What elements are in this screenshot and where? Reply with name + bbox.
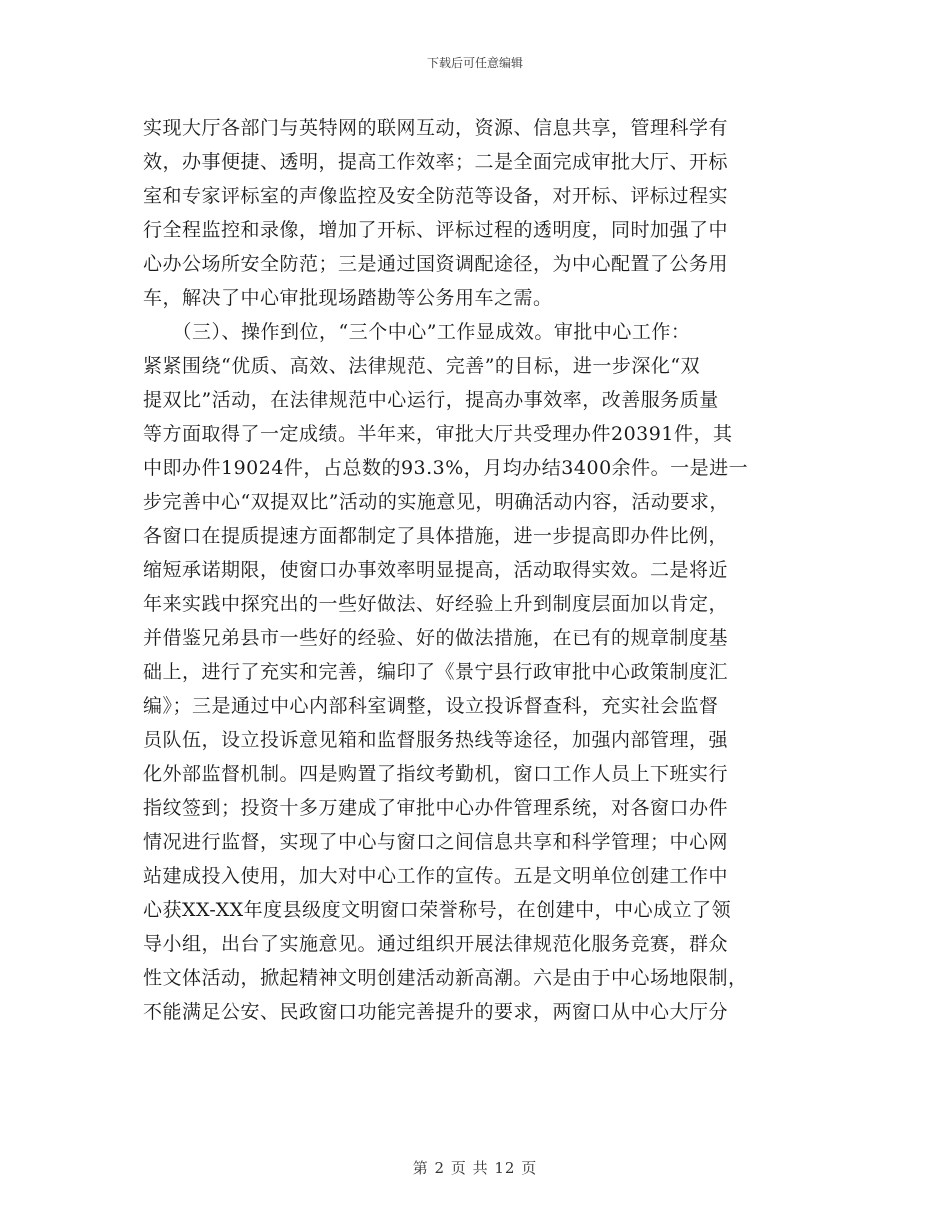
page-footer: 第 2 页 共 12 页 (412, 1159, 538, 1177)
text-line: 车，解决了中心审批现场踏勘等公务用车之需。 (143, 287, 553, 309)
text-line: 心获XX-XX年度县级度文明窗口荣誉称号，在创建中，中心成立了领 (143, 899, 732, 921)
text-line: 不能满足公安、民政窗口功能完善提升的要求，两窗口从中心大厅分 (143, 1001, 729, 1023)
text-line: 中即办件19024件，占总数的93.3%，月均办结3400余件。一是进一 (143, 457, 749, 479)
text-line: 编》；三是通过中心内部科室调整，设立投诉督查科，充实社会监督 (143, 695, 719, 717)
text-line: 导小组，出台了实施意见。通过组织开展法律规范化服务竞赛，群众 (143, 933, 729, 955)
text-line: 等方面取得了一定成绩。半年来，审批大厅共受理办件20391件，其 (143, 423, 733, 445)
text-line: 行全程监控和录像，增加了开标、评标过程的透明度，同时加强了中 (143, 219, 729, 241)
text-line: 提双比”活动，在法律规范中心运行，提高办事效率，改善服务质量 (143, 389, 719, 411)
text-line: 室和专家评标室的声像监控及安全防范等设备，对开标、评标过程实 (143, 185, 729, 207)
text-line: 员队伍，设立投诉意见箱和监督服务热线等途径，加强内部管理，强 (143, 729, 729, 751)
page-header: 下载后可任意编辑 (426, 56, 523, 70)
document-body (143, 111, 807, 1029)
text-line: 指纹签到；投资十多万建成了审批中心办件管理系统，对各窗口办件 (143, 797, 729, 819)
text-line: 情况进行监督，实现了中心与窗口之间信息共享和科学管理；中心网 (143, 831, 729, 853)
text-line: 紧紧围绕“优质、高效、法律规范、完善”的目标，进一步深化“双 (143, 355, 701, 377)
text-line: 效，办事便捷、透明，提高工作效率；二是全面完成审批大厅、开标 (143, 151, 729, 173)
text-line: 步完善中心“双提双比”活动的实施意见，明确活动内容，活动要求， (143, 491, 729, 513)
text-line: 实现大厅各部门与英特网的联网互动，资源、信息共享，管理科学有 (143, 117, 729, 139)
text-line: 年来实践中探究出的一些好做法、好经验上升到制度层面加以肯定， (143, 593, 729, 615)
text-line: 性文体活动，掀起精神文明创建活动新高潮。六是由于中心场地限制， (143, 967, 748, 989)
text-line: 各窗口在提质提速方面都制定了具体措施，进一步提高即办件比例， (143, 525, 729, 547)
text-line: （三）、操作到位，“三个中心”工作显成效。审批中心工作： (143, 321, 691, 343)
text-line: 并借鉴兄弟县市一些好的经验、好的做法措施，在已有的规章制度基 (143, 627, 729, 649)
text-line: 化外部监督机制。四是购置了指纹考勤机，窗口工作人员上下班实行 (143, 763, 729, 785)
text-line: 础上，进行了充实和完善，编印了《景宁县行政审批中心政策制度汇 (143, 661, 729, 683)
text-line: 心办公场所安全防范；三是通过国资调配途径，为中心配置了公务用 (143, 253, 729, 275)
text-line: 缩短承诺期限，使窗口办事效率明显提高，活动取得实效。二是将近 (143, 559, 729, 581)
text-line: 站建成投入使用，加大对中心工作的宣传。五是文明单位创建工作中 (143, 865, 729, 887)
